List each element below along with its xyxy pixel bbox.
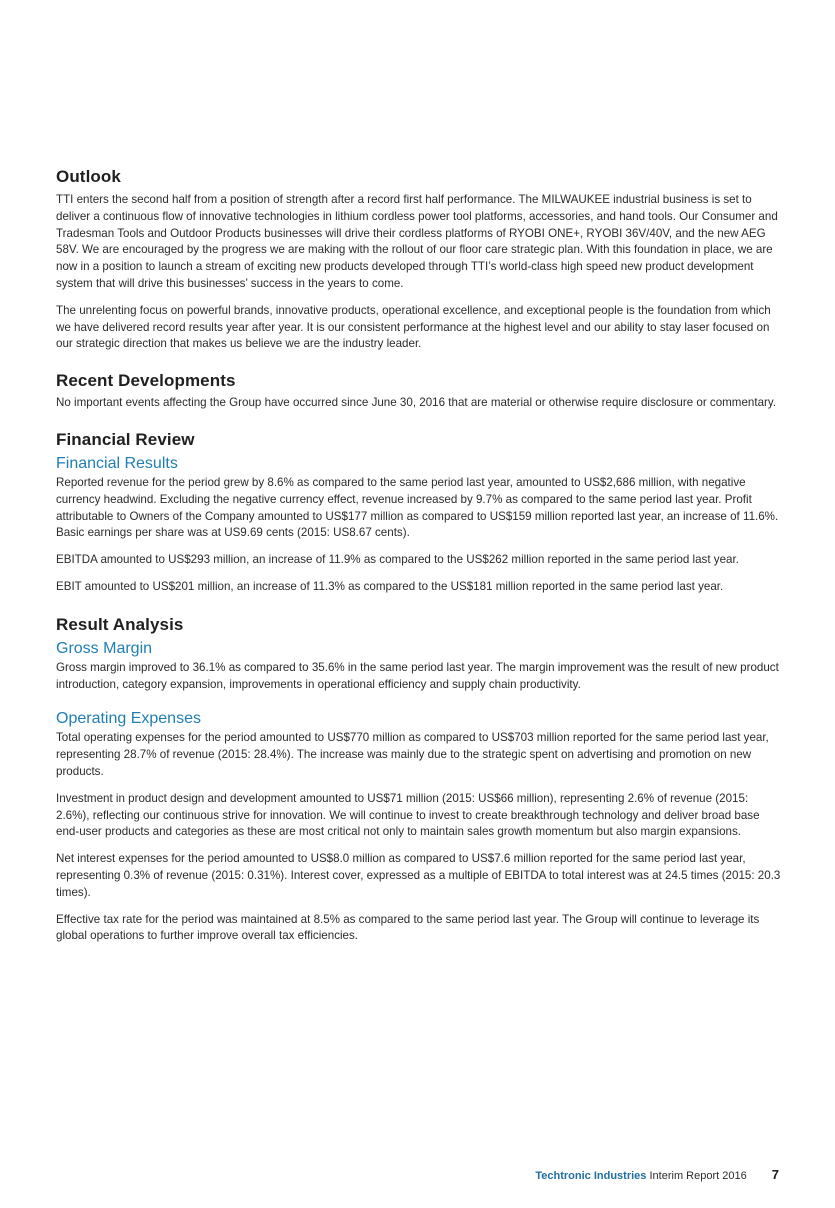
footer-report-title: Interim Report 2016 [649, 1170, 747, 1182]
result-analysis-heading: Result Analysis [56, 614, 184, 634]
outlook-paragraph-2: The unrelenting focus on powerful brands, innovative products, operational excellence, and exceptional people is the foundation from which we have delivered record results year after year. It is our consistent performance at the highest level and our ability to stay laser focused on our strategic direction that makes us believe we are the industry leader. [56, 303, 771, 351]
operating-expenses-subheading: Operating Expenses [56, 710, 201, 728]
financial-review-section [56, 430, 782, 596]
recent-developments-section [56, 371, 782, 412]
footer-company-name: Techtronic Industries [535, 1170, 647, 1182]
gross-margin-paragraph: Gross margin improved to 36.1% as compared to 35.6% in the same period last year. The margin improvement was the result of new product introduction, category expansion, improvements in operational efficiency and supply chain productivity. [56, 660, 779, 691]
operating-expenses-paragraph-4: Effective tax rate for the period was maintained at 8.5% as compared to the same period last year. The Group will continue to leverage its global operations to further improve overall tax efficiencies. [56, 912, 760, 943]
operating-expenses-paragraph-2: Investment in product design and development amounted to US$71 million (2015: US$66 million), representing 2.6% of revenue (2015: 2.6%), reflecting our continuous strive for innovation. We will continue to invest to create breakthrough technology and deliver broad base end-user products and categories as these are most critical not only to maintain sales growth momentum but also margin expansions. [56, 791, 760, 839]
financial-results-paragraph-1: Reported revenue for the period grew by 8.6% as compared to the same period last year, amounted to US$2,686 million, with negative currency headwind. Excluding the negative currency effect, revenue increased by 9.7% as compared to the same period last year. Profit attributable to Owners of the Company amounted to US$177 million as compared to US$159 million reported last year, an increase of 11.6%. Basic earnings per share was at US9.69 cents (2015: US8.67 cents). [56, 475, 779, 540]
financial-results-subheading: Financial Results [56, 454, 178, 472]
financial-results-paragraph-2: EBITDA amounted to US$293 million, an increase of 11.9% as compared to the US$262 million reported in the same period last year. [56, 553, 739, 567]
report-body [56, 167, 782, 945]
recent-developments-heading: Recent Developments [56, 371, 236, 391]
financial-results-paragraph-3: EBIT amounted to US$201 million, an increase of 11.3% as compared to the US$181 million reported in the same period last year. [56, 579, 724, 593]
financial-review-heading: Financial Review [56, 429, 195, 449]
operating-expenses-paragraph-3: Net interest expenses for the period amounted to US$8.0 million as compared to US$7.6 million reported for the same period last year, representing 0.3% of revenue (2015: 0.31%). Interest cover, expressed as a multiple of EBITDA to total interest was at 24.5 times (2015: 20.3 times). [56, 852, 781, 899]
operating-expenses-subsection [56, 710, 782, 945]
page-footer [535, 1167, 779, 1182]
gross-margin-subheading: Gross Margin [56, 639, 153, 657]
page-number: 7 [771, 1167, 779, 1182]
outlook-heading: Outlook [56, 167, 121, 186]
outlook-paragraph-1: TTI enters the second half from a position of strength after a record first half performance. The MILWAUKEE industrial business is set to deliver a continuous flow of innovative technologies in lithium cordless power tool platforms, accessories, and hand tools. Our Consumer and Tradesman Tools and Outdoor Products businesses will drive their cordless platforms of RYOBI ONE+, RYOBI 36V/40V, and the new AEG 58V. We are encouraged by the progress we are making with the rollout of our floor care strategic plan. With this foundation in place, we are now in a position to launch a stream of exciting new products developed through TTI’s world-class high speed new product development system that will drive this businesses’ success in the years to come. [56, 193, 778, 290]
recent-developments-paragraph: No important events affecting the Group have occurred since June 30, 2016 that are material or otherwise require disclosure or commentary. [56, 396, 777, 410]
outlook-section [56, 167, 782, 353]
result-analysis-section [56, 615, 782, 945]
operating-expenses-paragraph-1: Total operating expenses for the period amounted to US$770 million as compared to US$703 million reported for the same period last year, representing 28.7% of revenue (2015: 28.4%). The increase was mainly due to the strategic spent on advertising and promotion on new products. [56, 731, 769, 778]
